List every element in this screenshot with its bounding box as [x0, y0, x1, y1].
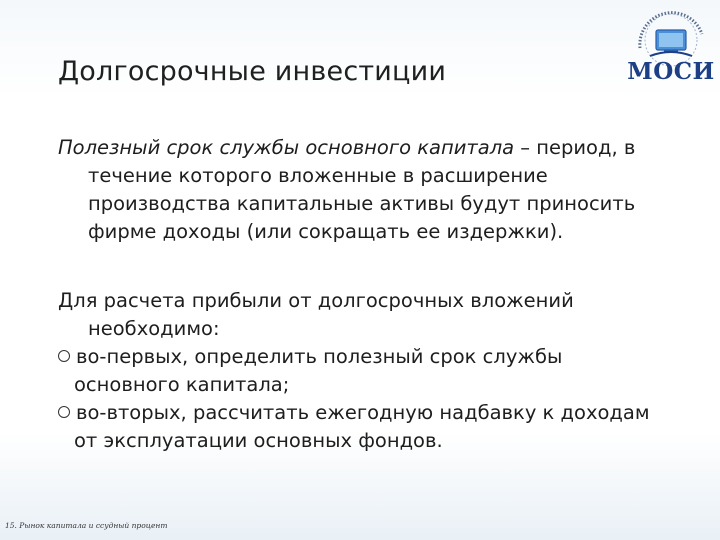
- circle-bullet-icon: [58, 406, 70, 418]
- calc-intro-line2: необходимо:: [88, 317, 220, 340]
- definition-line4: фирме доходы (или сокращать ее издержки).: [88, 220, 564, 243]
- calc-intro-line1: Для расчета прибыли от долгосрочных вложений: [58, 289, 574, 312]
- definition-paragraph: [58, 134, 668, 246]
- circle-bullet-icon: [58, 350, 70, 362]
- bullet-item-2: [58, 399, 668, 455]
- definition-term: Полезный срок службы основного капитала: [58, 136, 515, 159]
- bullet-1-line1: во-первых, определить полезный срок службы: [76, 345, 563, 368]
- bullet-item-1: [58, 343, 668, 399]
- definition-line2: течение которого вложенные в расширение: [88, 164, 548, 187]
- slide-title: Долгосрочные инвестиции: [58, 56, 447, 87]
- definition-line1: – период, в: [514, 136, 636, 159]
- bullet-2-line2: от эксплуатации основных фондов.: [74, 429, 443, 452]
- logo-text: МОСИ: [627, 58, 715, 85]
- bullet-2-line1: во-вторых, рассчитать ежегодную надбавку к доходам: [76, 401, 650, 424]
- slide-footer: 15. Рынок капитала и ссудный процент: [5, 521, 168, 530]
- definition-line3: производства капитальные активы будут приносить: [88, 192, 636, 215]
- calc-paragraph: [58, 287, 668, 455]
- bullet-1-line2: основного капитала;: [74, 373, 290, 396]
- mosi-logo: [626, 10, 716, 92]
